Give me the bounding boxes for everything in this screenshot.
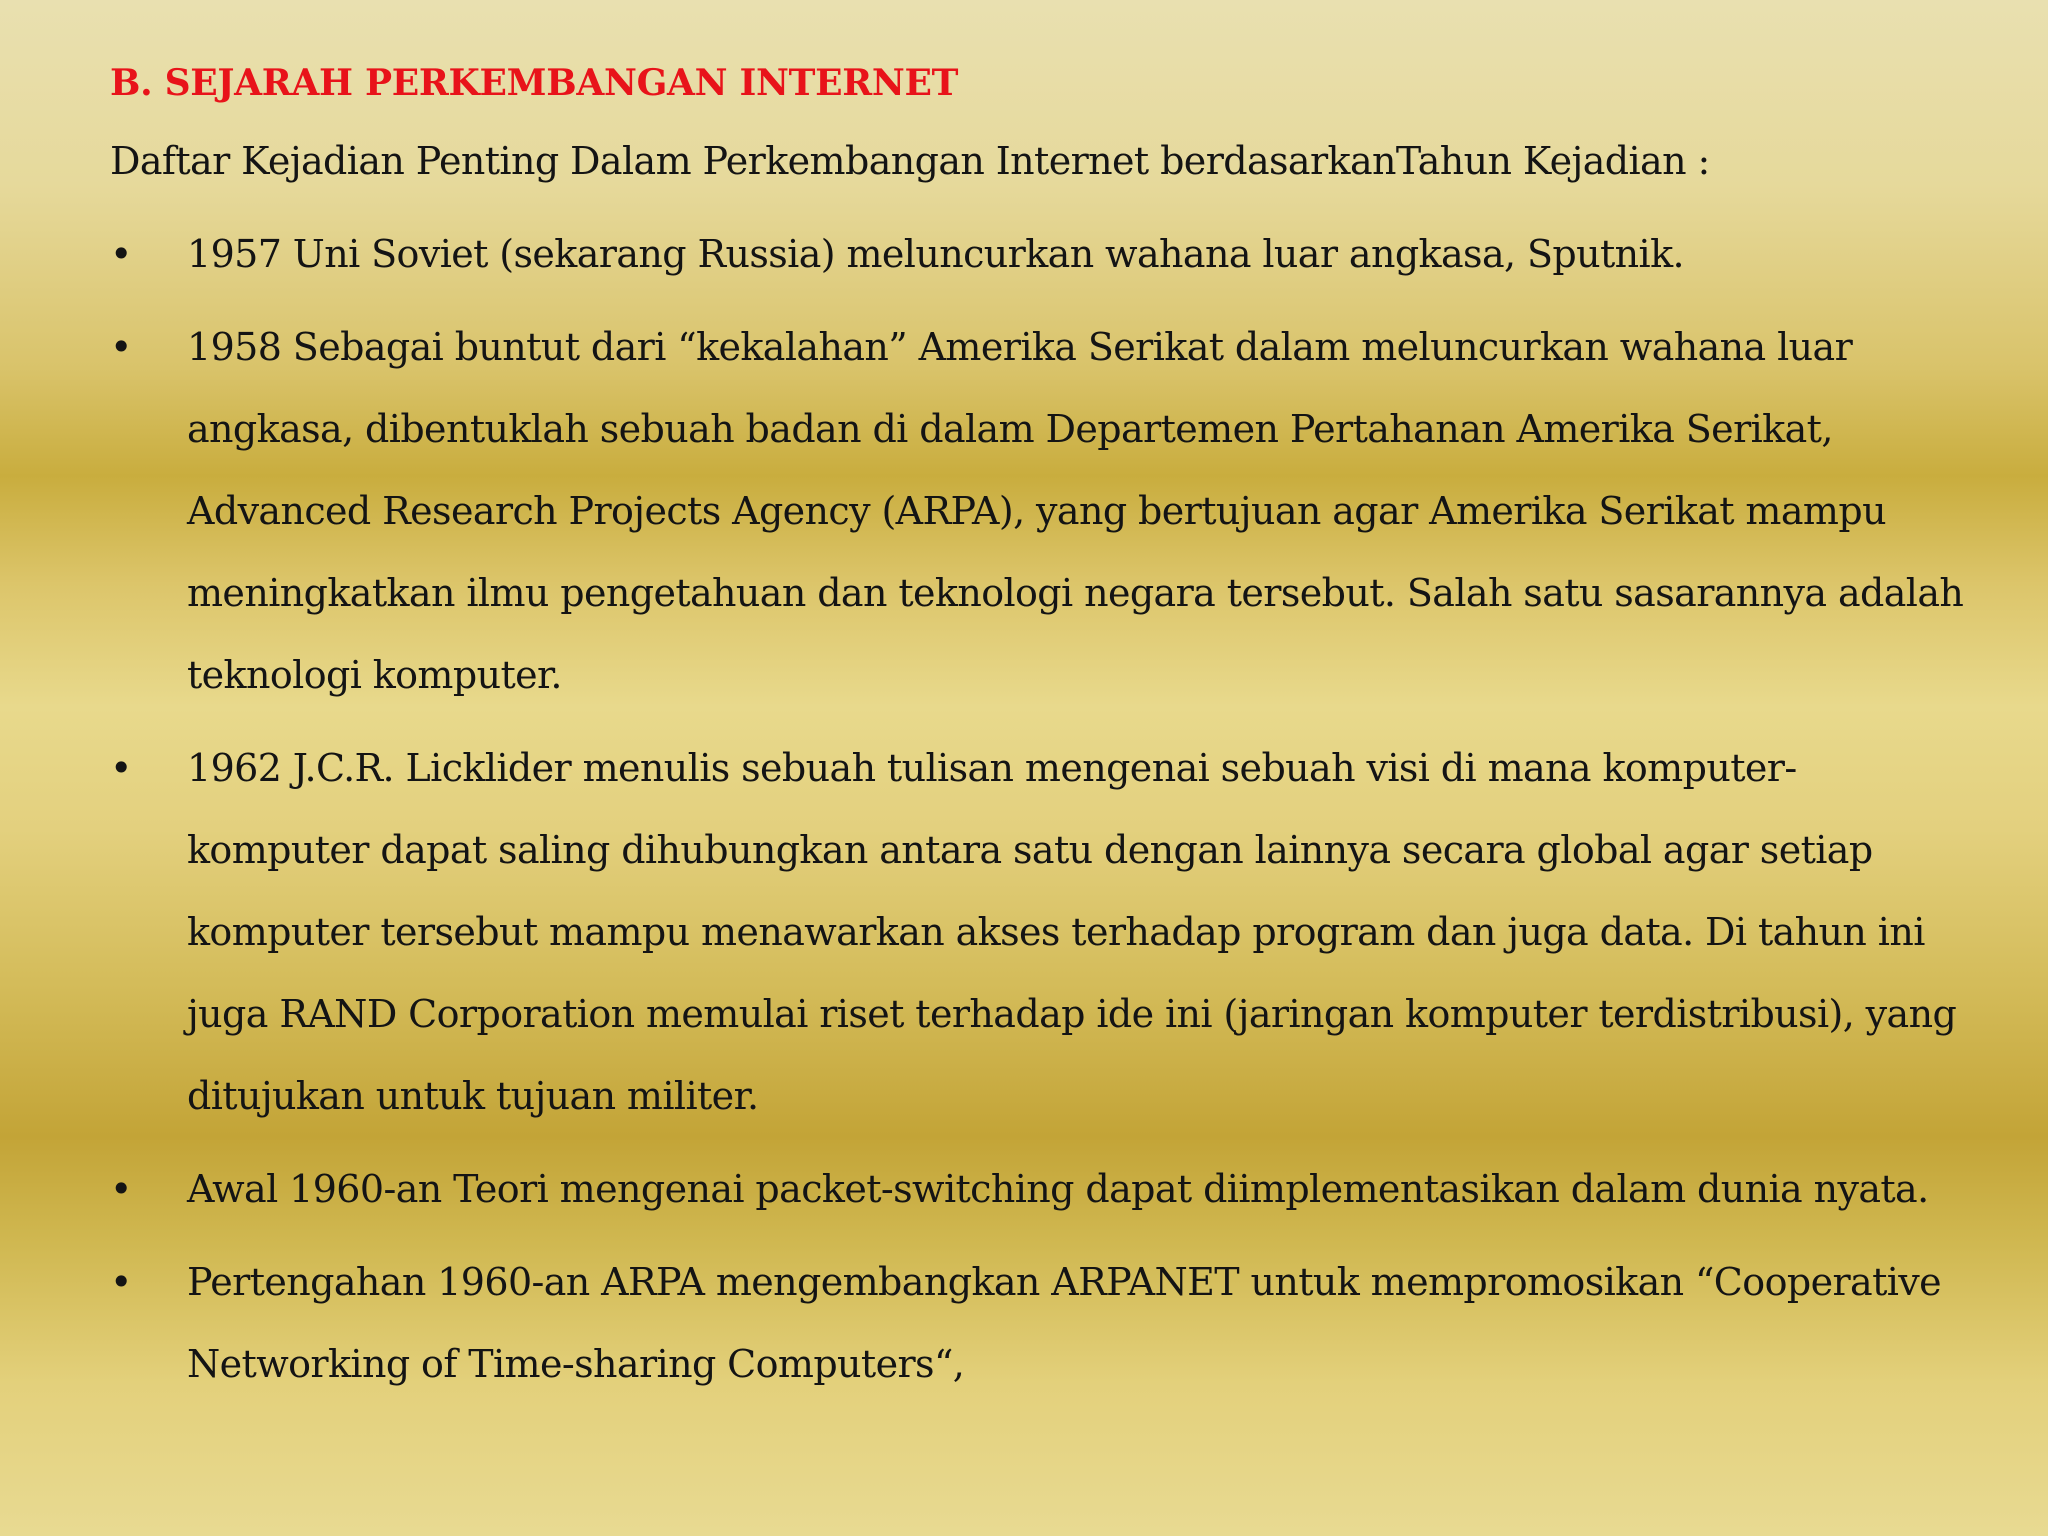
event-list xyxy=(110,213,1970,1405)
list-item-1962 xyxy=(110,727,1970,1137)
list-item-1958 xyxy=(110,306,1970,716)
bullet-icon: • xyxy=(110,1260,132,1304)
slide-content xyxy=(110,54,1970,1416)
list-item-early-1960s xyxy=(110,1148,1970,1230)
list-item-1957 xyxy=(110,213,1970,295)
list-item-text: Pertengahan 1960-an ARPA mengembangkan ARPANET untuk mempromosikan “Cooperative Networking of Time-sharing Computers“, xyxy=(187,1260,1942,1386)
list-item-text: Awal 1960-an Teori mengenai packet-switching dapat diimplementasikan dalam dunia nyata. xyxy=(187,1167,1929,1211)
bullet-icon: • xyxy=(110,232,132,276)
list-item-text: 1957 Uni Soviet (sekarang Russia) meluncurkan wahana luar angkasa, Sputnik. xyxy=(187,232,1684,276)
list-item-text: 1958 Sebagai buntut dari “kekalahan” Amerika Serikat dalam meluncurkan wahana luar angkasa, dibentuklah sebuah badan di dalam Departemen Pertahanan Amerika Serikat, Advanced Research Projects Agency (ARPA), yang bertujuan agar Amerika Serikat mampu meningkatkan ilmu pengetahuan dan teknologi negara tersebut. Salah satu sasarannya adalah teknologi komputer. xyxy=(187,325,1964,697)
bullet-icon: • xyxy=(110,1167,132,1211)
bullet-icon: • xyxy=(110,325,132,369)
bullet-icon: • xyxy=(110,746,132,790)
list-item-mid-1960s xyxy=(110,1241,1970,1405)
list-item-text: 1962 J.C.R. Licklider menulis sebuah tulisan mengenai sebuah visi di mana komputer-komputer dapat saling dihubungkan antara satu dengan lainnya secara global agar setiap komputer tersebut mampu menawarkan akses terhadap program dan juga data. Di tahun ini juga RAND Corporation memulai riset terhadap ide ini (jaringan komputer terdistribusi), yang ditujukan untuk tujuan militer. xyxy=(187,746,1957,1118)
slide-heading: B. SEJARAH PERKEMBANGAN INTERNET xyxy=(110,62,959,104)
intro-text: Daftar Kejadian Penting Dalam Perkembangan Internet berdasarkanTahun Kejadian : xyxy=(110,139,1710,183)
